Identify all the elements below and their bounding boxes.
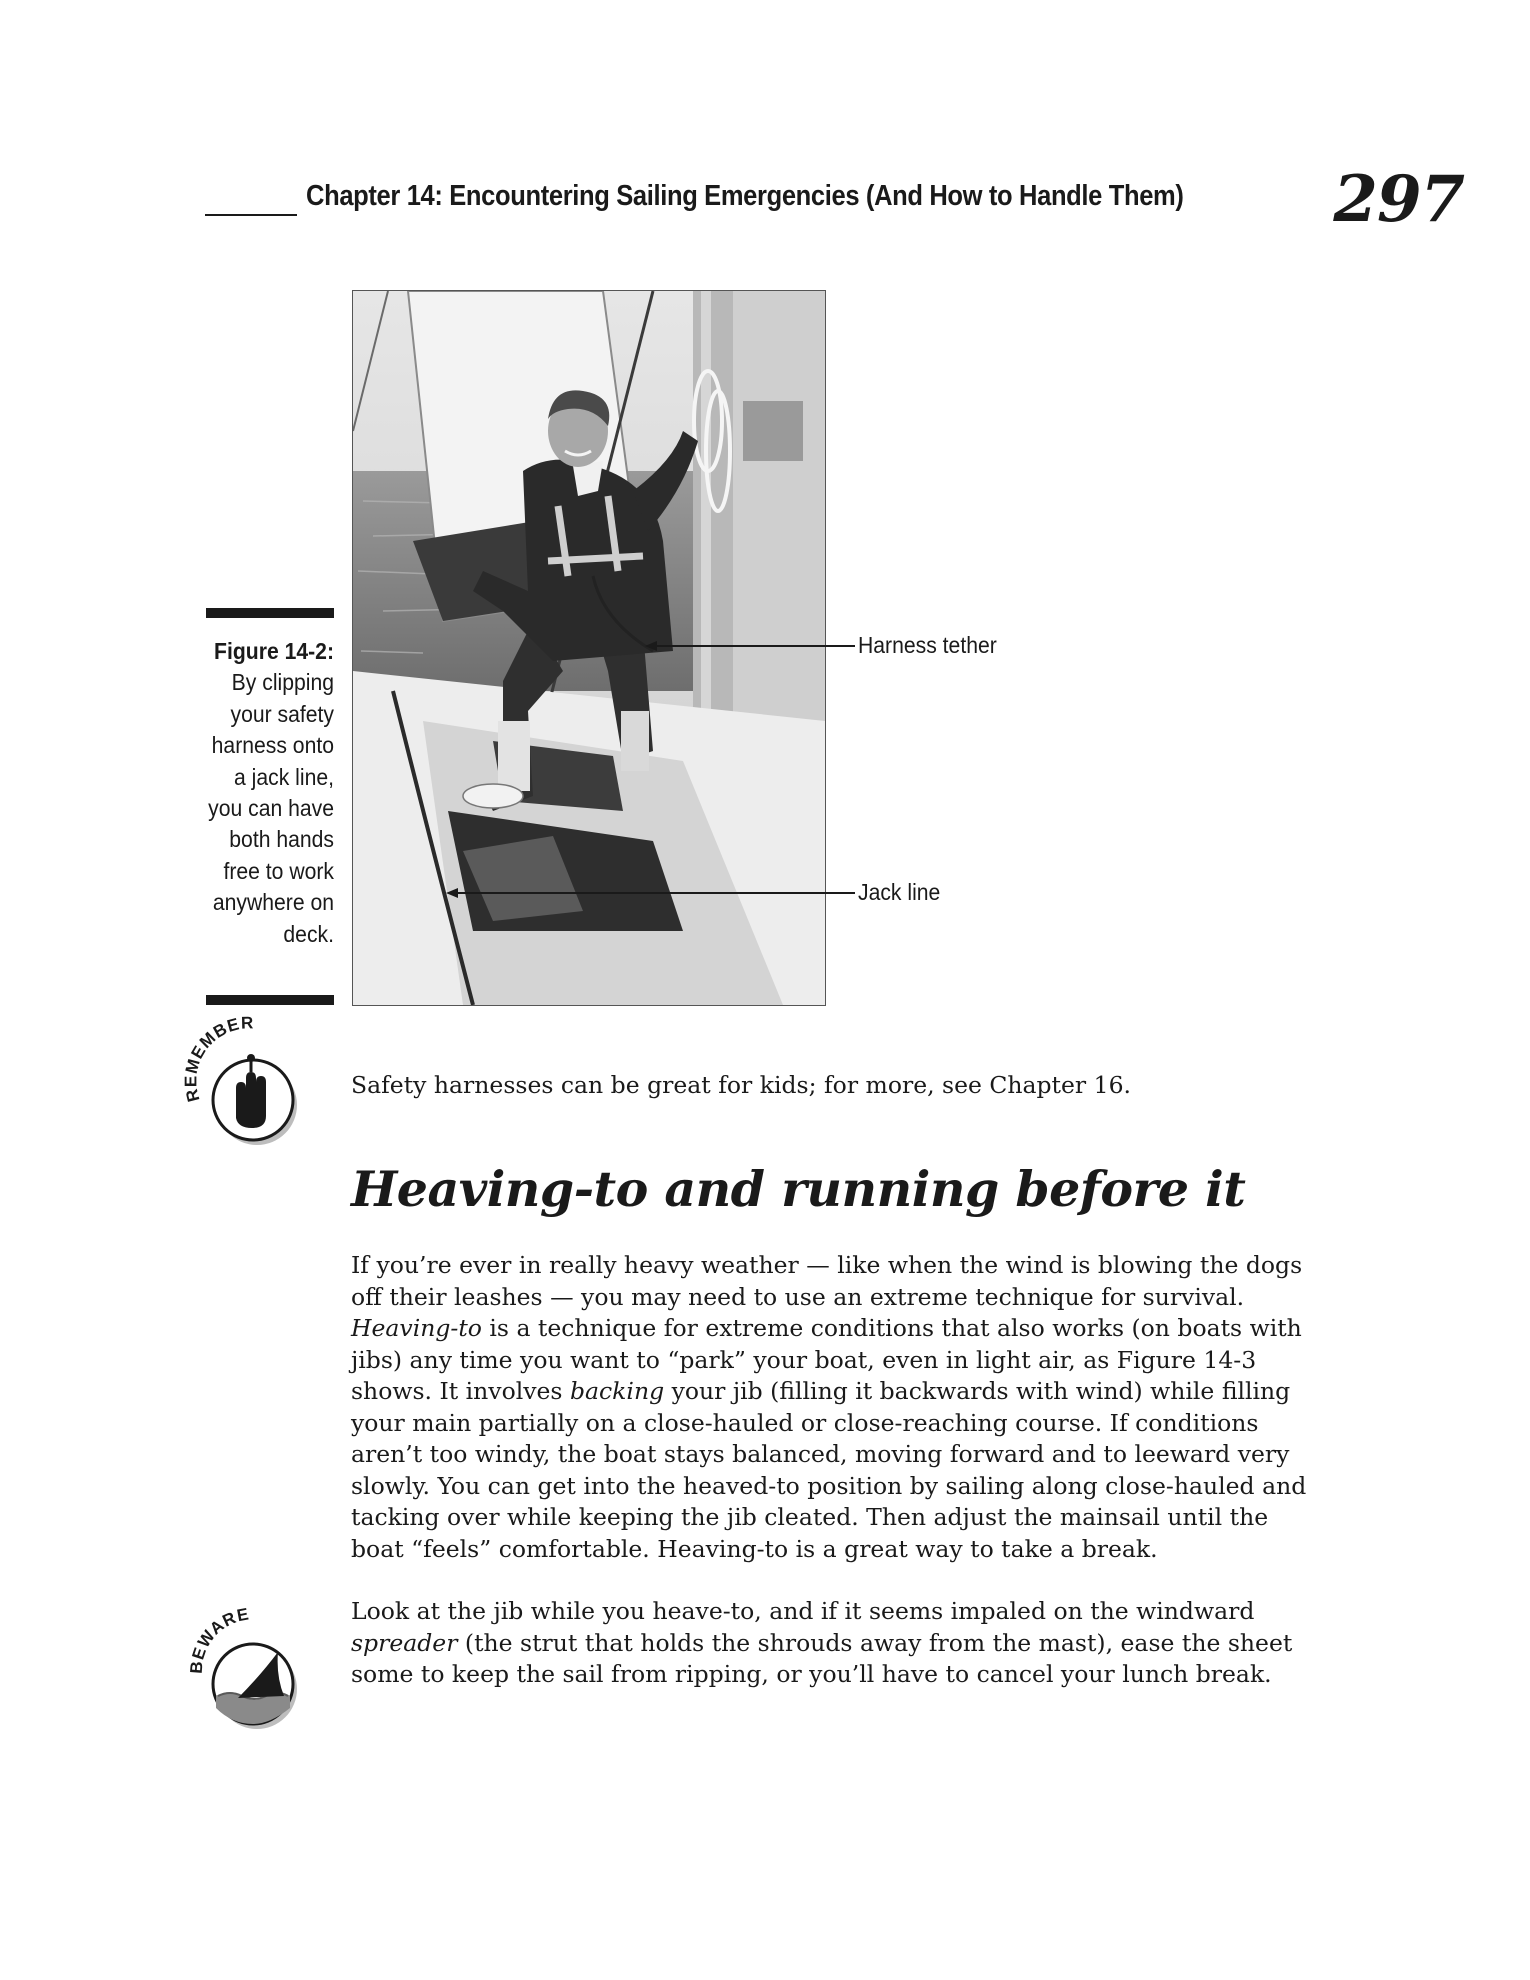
remember-icon bbox=[180, 1012, 320, 1152]
body-paragraph-2: Look at the jib while you heave-to, and if it seems impaled on the windward spreader (the strut that holds the shrouds away from the mast), ease the sheet some to keep the sail from ripping, or you’ll have to cancel your lunch break. bbox=[351, 1597, 1293, 1688]
caption-bottom-bar bbox=[206, 995, 334, 1005]
body-paragraph-1: If you’re ever in really heavy weather — like when the wind is blowing the dogs off their leashes — you may need to use an extreme technique for survival. Heaving-to is a technique for extreme conditions that also works (on boats with jibs) any time you want to “park” your boat, even in light air, as Figure 14-3 shows. It involves backing your jib (filling it backwards with wind) while filling your main partially on a close-hauled or close-reaching course. If conditions aren’t too windy, the boat stays balanced, moving forward and to leeward very slowly. You can get into the heaved-to position by sailing along close-hauled and tacking over while keeping the jib cleated. Then adjust the mainsail until the boat “feels” comfortable. Heaving-to is a great way to take a break. bbox=[351, 1251, 1307, 1563]
figure-photo bbox=[352, 290, 826, 1006]
beware-icon bbox=[180, 1596, 320, 1736]
figure-caption bbox=[202, 636, 334, 950]
jack-line-leader bbox=[456, 892, 855, 894]
remember-text: Safety harnesses can be great for kids; for more, see Chapter 16. bbox=[351, 1071, 1131, 1099]
term-spreader: spreader bbox=[351, 1628, 458, 1657]
chapter-title: Chapter 14: Encountering Sailing Emergencies (And How to Handle Them) bbox=[306, 180, 1184, 212]
term-heaving-to: Heaving-to bbox=[351, 1314, 482, 1342]
callout-jack-line: Jack line bbox=[858, 879, 941, 905]
beware-icon-label: BEWARE bbox=[186, 1604, 251, 1675]
caption-text: By clipping your safety harness onto a jack line, you can have both hands free to work anywhere on deck. bbox=[208, 669, 334, 947]
page-number: 297 bbox=[1333, 162, 1464, 237]
caption-top-bar bbox=[206, 608, 334, 618]
harness-tether-leader bbox=[655, 645, 855, 647]
figure-label: Figure 14-2: bbox=[214, 638, 334, 664]
remember-icon-label: REMEMBER bbox=[181, 1013, 255, 1104]
term-backing: backing bbox=[569, 1377, 665, 1405]
header-rule bbox=[205, 214, 297, 216]
sailing-harness-photo bbox=[353, 291, 825, 1005]
section-heading: Heaving-to and running before it bbox=[351, 1160, 1246, 1218]
callout-harness-tether: Harness tether bbox=[858, 632, 997, 658]
